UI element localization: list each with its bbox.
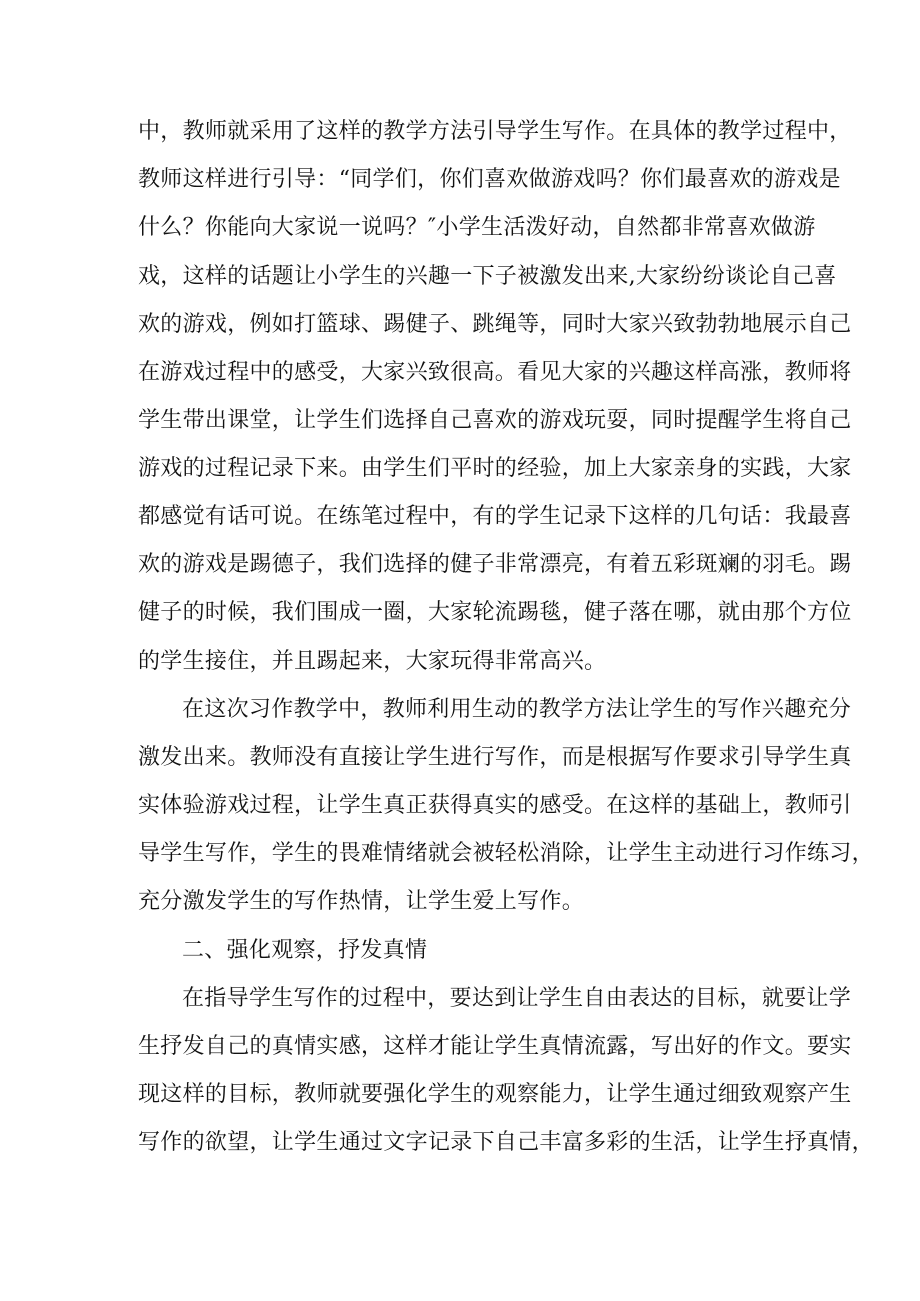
paragraph-line: 教师这样进行引导：“同学们，你们喜欢做游戏吗？你们最喜欢的游戏是 bbox=[138, 167, 841, 192]
paragraph-line: 中，教师就采用了这样的教学方法引导学生写作。在具体的教学过程中， bbox=[138, 119, 852, 144]
paragraph-line: 导学生写作，学生的畏难情绪就会被轻松消除，让学生主动进行习作练习， bbox=[138, 841, 874, 866]
paragraph-line: 在游戏过程中的感受，大家兴致很高。看见大家的兴趣这样高涨，教师将 bbox=[138, 360, 852, 385]
paragraph-line: 戏，这样的话题让小学生的兴趣一下子被激发出来,大家纷纷谈论自己喜 bbox=[138, 264, 837, 289]
paragraph-line: 欢的游戏，例如打篮球、踢健子、跳绳等，同时大家兴致勃勃地展示自己 bbox=[138, 312, 852, 337]
paragraph-line: 都感觉有话可说。在练笔过程中，有的学生记录下这样的几句话：我最喜 bbox=[138, 504, 852, 529]
paragraph-line: 现这样的目标，教师就要强化学生的观察能力，让学生通过细致观察产生 bbox=[138, 1082, 852, 1107]
paragraph-line: 什么？你能向大家说一说吗？″小学生活泼好动，自然都非常喜欢做游 bbox=[138, 215, 816, 240]
paragraph-line: 在指导学生写作的过程中，要达到让学生自由表达的目标，就要让学 bbox=[182, 986, 852, 1011]
paragraph-line: 充分激发学生的写作热情，让学生爱上写作。 bbox=[138, 889, 585, 914]
paragraph-line: 健子的时候，我们围成一圈，大家轮流踢毯，健子落在哪，就由那个方位 bbox=[138, 600, 852, 625]
section-heading: 二、强化观察，抒发真情 bbox=[182, 938, 428, 963]
paragraph-line: 欢的游戏是踢德子，我们选择的健子非常漂亮，有着五彩斑斓的羽毛。踢 bbox=[138, 552, 852, 577]
paragraph-line: 生抒发自己的真情实感，这样才能让学生真情流露，写出好的作文。要实 bbox=[138, 1034, 852, 1059]
paragraph-line: 的学生接住，并且踢起来，大家玩得非常高兴。 bbox=[138, 649, 607, 674]
paragraph-line: 激发出来。教师没有直接让学生进行写作，而是根据写作要求引导学生真 bbox=[138, 745, 852, 770]
paragraph-line: 写作的欲望，让学生通过文字记录下自己丰富多彩的生活，让学生抒真情， bbox=[138, 1130, 874, 1155]
paragraph-line: 游戏的过程记录下来。由学生们平时的经验，加上大家亲身的实践，大家 bbox=[138, 456, 852, 481]
paragraph-line: 实体验游戏过程，让学生真正获得真实的感受。在这样的基础上，教师引 bbox=[138, 793, 852, 818]
paragraph-line: 学生带出课堂，让学生们选择自己喜欢的游戏玩耍，同时提醒学生将自己 bbox=[138, 408, 852, 433]
paragraph-line: 在这次习作教学中，教师利用生动的教学方法让学生的写作兴趣充分 bbox=[182, 697, 852, 722]
